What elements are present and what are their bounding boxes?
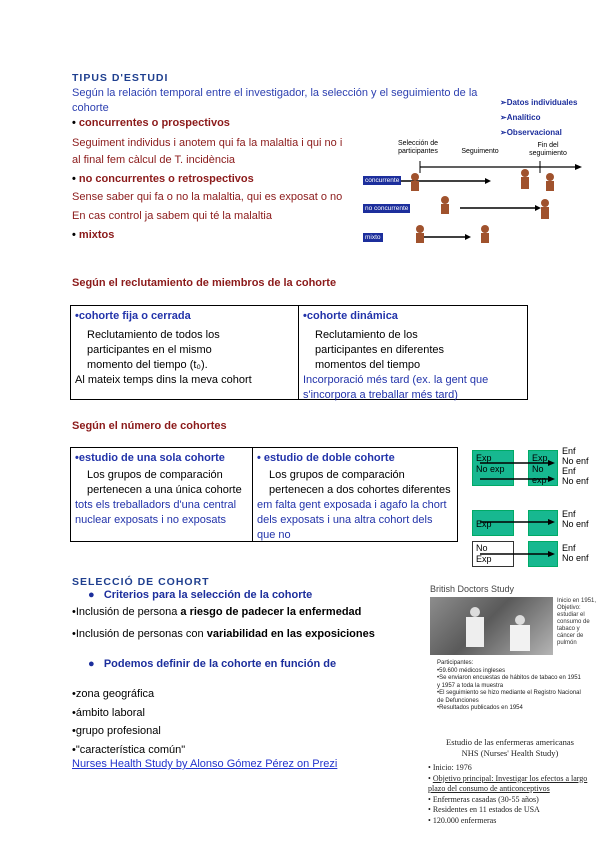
flow-labels-1: Enf No enf Enf No enf <box>562 446 589 486</box>
tag-concurrente: concurrente <box>365 177 400 184</box>
tag-mixto: mixto <box>365 234 381 241</box>
criterios-heading: ● Criterios para la selección de la cohorte <box>88 589 313 601</box>
diagram-col1: Selección de participantes <box>397 140 439 155</box>
nhs-list: • Inicio: 1976 • Objetivo principal: Investigar los efectos a largo plazo del consumo de anticonceptivos • Enfermeras casadas (30-55 años) • Residentes en 11 estados de USA • 120.000 enfermeras <box>428 763 588 825</box>
flow-labels-2: Enf No enf <box>562 509 589 529</box>
flow-box-exp: Exp <box>472 510 514 536</box>
bds-details: Participantes: •59.600 médicos ingleses •Se enviaron encuestas de hábitos de tabaco en 1951 y 1957 a toda la muestra •El seguimiento se hizo mediante el Registro Nacional de Defunciones •Resultados publicados en 1954 <box>437 660 581 711</box>
flow-box-no-exp: No Exp <box>472 541 514 567</box>
diagram-col2: Seguimento <box>461 148 499 155</box>
bds-photo <box>430 597 553 655</box>
bullet-no-concurrentes: • no concurrentes o retrospectivos <box>72 173 254 185</box>
tipus-intro: Según la relación temporal entre el investigador, la selección y el seguimiento de la cohorte <box>72 87 478 114</box>
cohorte-dinamica-cell: •cohorte dinámica Reclutamiento de los participantes en diferentes momentos del tiempo Incorporació més tard (ex. la gent que s'incorpora a treballar més tard) <box>303 310 489 401</box>
section-header-seleccio: SELECCIÓ DE COHORT <box>72 576 210 588</box>
cohorte-fija-cell: •cohorte fija o cerrada Reclutamiento de todos los participantes en el mismo momento del tiempo (t₀). Al mateix temps dins la meva cohort <box>71 306 299 399</box>
numero-table <box>70 447 458 542</box>
una-cohorte-cell: •estudio de una sola cohorte Los grupos de comparación pertenecen a una única cohorte tots els treballadors d'una central nuclear exposats i no exposats <box>71 448 253 541</box>
tipus-line3: Sense saber qui fa o no la malaltia, qui es exposat o no <box>72 191 343 203</box>
flow-box-2: Exp No exp <box>528 450 558 486</box>
section-title-reclutamiento: Según el reclutamiento de miembros de la cohorte <box>72 277 337 289</box>
bds-side-text: Inicio en 1951, Objetivo: estudiar el consumo de tabaco y cáncer de pulmón <box>557 598 597 646</box>
tipus-line2: al final fem càlcul de T. incidència <box>72 154 236 166</box>
tipus-line1: Seguiment individus i anotem qui fa la malaltia i qui no i <box>72 137 343 149</box>
bullet-concurrentes: • concurrentes o prospectivos <box>72 117 230 129</box>
diagram-col3: Fin del seguimiento <box>529 142 567 157</box>
doble-cohorte-cell: • estudio de doble cohorte Los grupos de comparación pertenecen a dos cohortes diferentes em falta gent exposada i agafo la chort dels exposats i una altra cohort dels que no <box>257 452 451 541</box>
inclusion-2: •Inclusión de personas con variabilidad en las exposiciones <box>72 628 375 640</box>
flow-labels-3: Enf No enf <box>562 543 589 563</box>
section-title-numero: Según el número de cohortes <box>72 420 227 432</box>
bullet-mixtos: • mixtos <box>72 229 115 241</box>
diagram-legend: ➢Datos individuales ➢Analítico ➢Observacional <box>500 98 578 137</box>
nhs-title: Estudio de las enfermeras americanas NHS (Nurses' Health Study) <box>446 737 574 758</box>
reclutamiento-table <box>70 305 528 400</box>
section-header-tipus: TIPUS D'ESTUDI <box>72 72 169 84</box>
criteria-list: •zona geográfica •ámbito laboral •grupo profesional •"característica común" <box>72 688 186 756</box>
flow-arrows <box>470 445 560 570</box>
tag-no-concurrente: no concurrente <box>365 205 409 212</box>
inclusion-1: •Inclusión de persona a riesgo de padecer la enfermedad <box>72 606 362 618</box>
definir-heading: ● Podemos definir de la cohorte en función de <box>88 658 337 670</box>
flow-box-exp-noexp: Exp No exp <box>472 450 514 486</box>
tipus-line4: En cas control ja sabem qui té la malaltia <box>72 210 272 222</box>
bds-title: British Doctors Study <box>430 584 515 594</box>
prezi-link[interactable]: Nurses Health Study by Alonso Gómez Pérez on Prezi <box>72 758 338 770</box>
